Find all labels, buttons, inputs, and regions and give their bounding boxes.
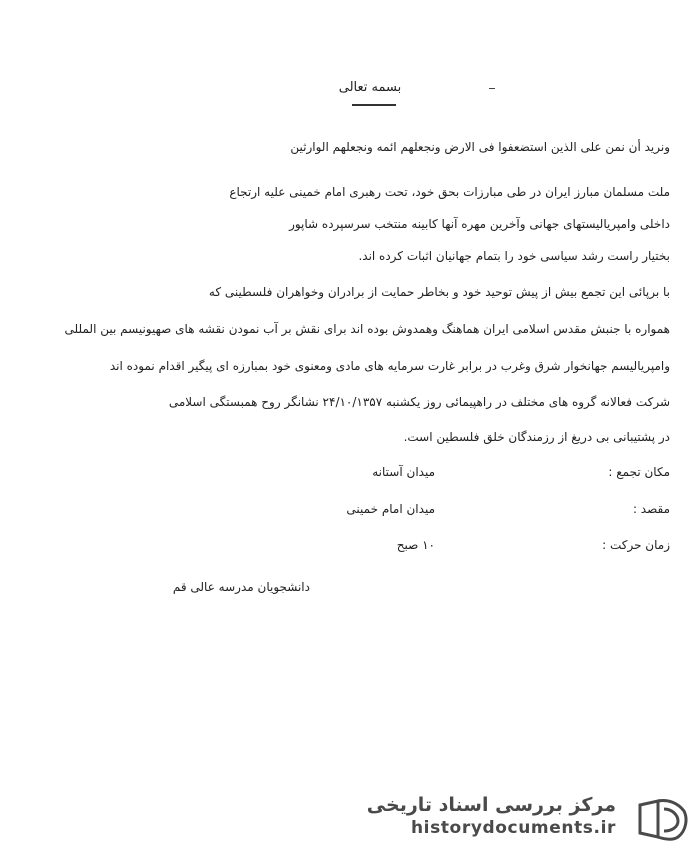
document-heading: بسمه تعالی [338, 80, 402, 95]
quran-verse: ونرید أن نمن علی الذین استضعفوا فی الارض ونجعلهم ائمه ونجعلهم الوارثین [290, 140, 670, 154]
destination-label: مقصد : [632, 502, 670, 516]
paragraph2-line: همواره با جنبش مقدس اسلامی ایران هماهنگ وهمدوش بوده اند برای نقش بر آب نمودن نقشه های صهیونیسم بین المللی [64, 322, 670, 336]
paragraph2-line: در پشتیبانی بی دریغ از رزمندگان خلق فلسطین است. [403, 430, 670, 444]
gathering-label: مکان تجمع : [608, 465, 670, 479]
signature: دانشجویان مدرسه عالی قم [172, 580, 310, 594]
paragraph1-line: بختیار راست رشد سیاسی خود را بتمام جهانیان اثبات کرده اند. [358, 249, 670, 263]
heading-underline [352, 104, 396, 106]
time-value: ۱۰ صبح [396, 538, 435, 552]
paragraph2-line: شرکت فعالانه گروه های مختلف در راهپیمائی روز یکشنبه ۲۴/۱۰/۱۳۵۷ نشانگر روح همبستگی اسلامی [168, 395, 670, 409]
gathering-value: میدان آستانه [372, 465, 435, 479]
archive-url[interactable]: historydocuments.ir [410, 818, 616, 838]
time-label: زمان حرکت : [602, 538, 670, 552]
archive-name: مرکز بررسی اسناد تاریخی [366, 794, 616, 816]
paragraph2-line: وامپریالیسم جهانخوار شرق وغرب در برابر غارت سرمایه های مادی ومعنوی خود بمبارزه ای پیگیر اقدام نموده اند [109, 359, 670, 373]
paragraph1-line: داخلی وامپریالیستهای جهانی وآخرین مهره آنها کابینه منتخب سرسپرده شاپور [289, 217, 670, 231]
paragraph1-line: ملت مسلمان مبارز ایران در طی مبارزات بحق خود، تحت رهبری امام خمینی علیه ارتجاع [229, 185, 670, 199]
paragraph2-line: با برپائی این تجمع بیش از پیش توحید خود و بخاطر حمایت از برادران وخواهران فلسطینی که [208, 285, 670, 299]
top-dash [489, 88, 495, 89]
destination-value: میدان امام خمینی [346, 502, 435, 516]
archive-logo-icon [634, 795, 690, 843]
